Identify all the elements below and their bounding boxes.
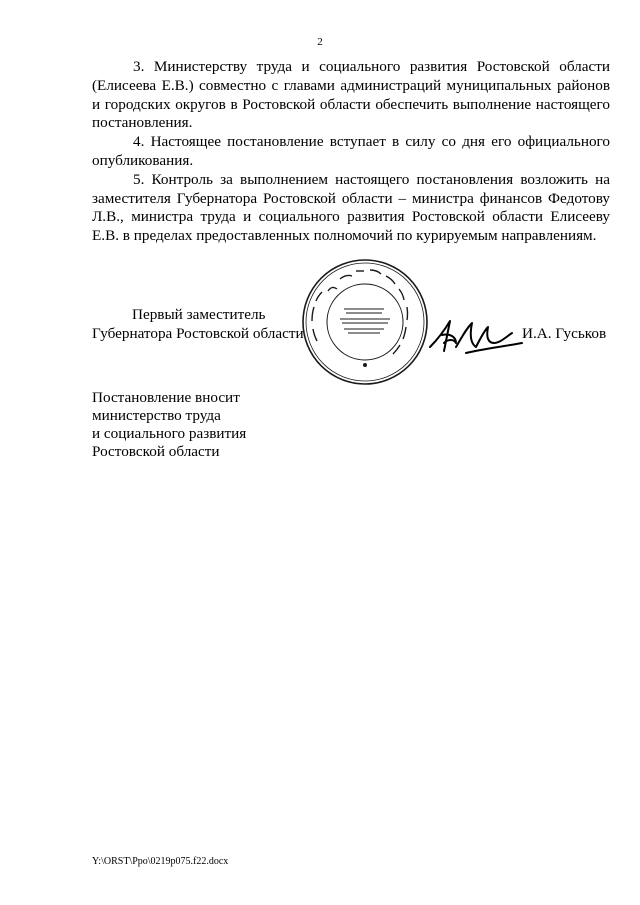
signatory-title [92, 305, 304, 343]
official-seal [300, 257, 430, 387]
paragraph-4: 4. Настоящее постановление вступает в силу со дня его официального опубликования. [92, 133, 610, 169]
paragraph-5: 5. Контроль за выполнением настоящего постановления возложить на заместителя Губернатора Ростовской области – министра финансов Федотову Л.В., министра труда и социального развития Ростовской области Елисееву Е.В. в пределах предоставленных полномочий по курируемым направлениям. [92, 170, 610, 245]
file-path: Y:\ORST\Ppo\0219p075.f22.docx [92, 856, 229, 867]
signatory-title-line2: Губернатора Ростовской области [92, 325, 304, 342]
submitted-by-line4: Ростовской области [92, 443, 220, 460]
signatory-title-line1: Первый заместитель [132, 306, 266, 323]
submitted-by-line1: Постановление вносит [92, 389, 240, 406]
handwritten-signature [426, 313, 526, 361]
body-text [92, 58, 610, 246]
submitted-by-line3: и социального развития [92, 425, 247, 442]
paragraph-3: 3. Министерству труда и социального развития Ростовской области (Елисеева Е.В.) совместно с главами администраций муниципальных районов и городских округов в Ростовской области обеспечить выполнение настоящего постановления. [92, 58, 610, 132]
submitted-by-note [92, 389, 246, 461]
page-number: 2 [317, 36, 323, 48]
submitted-by-line2: министерство труда [92, 407, 221, 424]
signatory-name: И.А. Гуськов [522, 325, 607, 342]
